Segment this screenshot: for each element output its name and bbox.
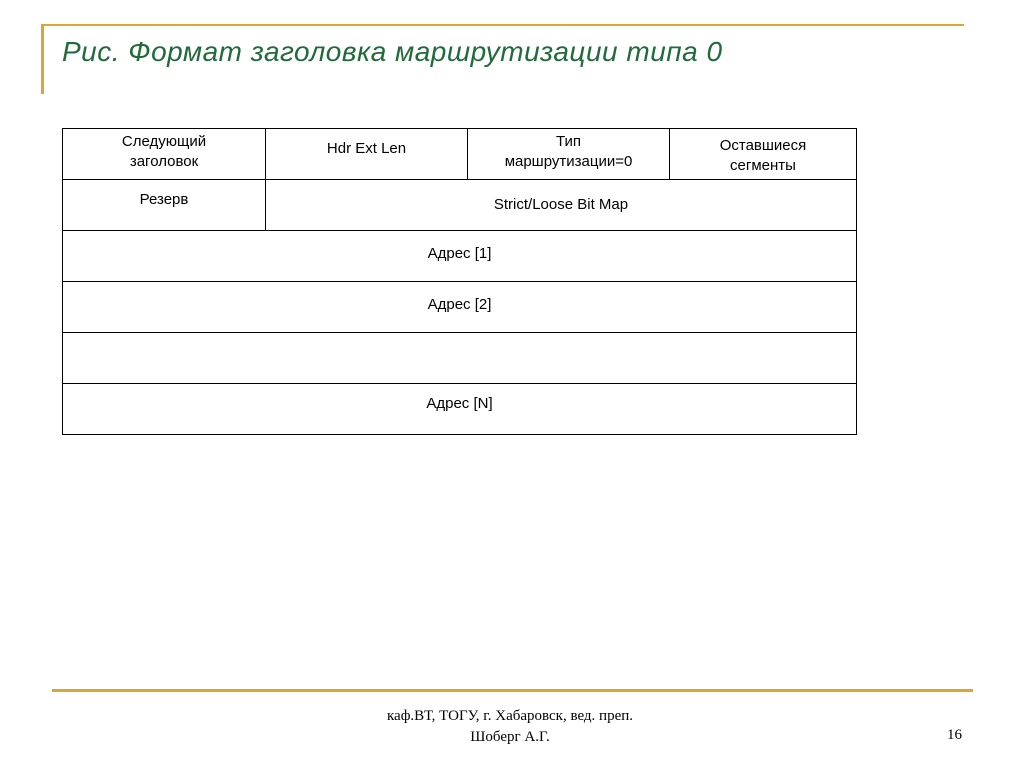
routing-type-cell <box>468 129 670 180</box>
segments-left-line1: Оставшиеся <box>719 137 807 154</box>
table-row <box>63 333 857 384</box>
table-row <box>63 180 857 231</box>
hdr-ext-len-cell <box>266 129 468 180</box>
page-number: 16 <box>947 727 962 743</box>
address-2-label: Адрес [2] <box>427 296 492 313</box>
segments-left-cell <box>670 129 857 180</box>
top-accent-line <box>41 24 964 26</box>
address-2-cell <box>63 282 857 333</box>
bitmap-label: Strict/Loose Bit Map <box>493 196 629 213</box>
next-header-line2: заголовок <box>129 153 199 170</box>
reserved-label: Резерв <box>139 191 189 208</box>
footer-line2: Шоберг А.Г. <box>470 729 550 745</box>
reserved-cell <box>63 180 266 231</box>
hdr-ext-len-label: Hdr Ext Len <box>326 140 407 157</box>
footer-line1: каф.ВТ, ТОГУ, г. Хабаровск, вед. преп. <box>386 708 634 724</box>
address-1-label: Адрес [1] <box>427 245 492 262</box>
routing-type-line1: Тип <box>555 133 581 150</box>
table-row <box>63 231 857 282</box>
table-row <box>63 384 857 435</box>
address-n-cell <box>63 384 857 435</box>
address-1-cell <box>63 231 857 282</box>
footer-credits <box>340 706 680 748</box>
routing-header-format-table <box>62 128 857 435</box>
address-n-label: Адрес [N] <box>426 395 493 412</box>
routing-type-line2: маршрутизации=0 <box>504 153 633 170</box>
bitmap-cell <box>266 180 857 231</box>
bottom-accent-line <box>52 689 973 692</box>
table-row <box>63 129 857 180</box>
empty-address-cell <box>63 333 857 384</box>
corner-accent-line <box>41 26 44 94</box>
slide-title: Рис. Формат заголовка маршрутизации типа 0 <box>62 36 723 67</box>
next-header-line1: Следующий <box>121 133 207 150</box>
segments-left-line2: сегменты <box>730 157 796 174</box>
next-header-cell <box>63 129 266 180</box>
table-row <box>63 282 857 333</box>
